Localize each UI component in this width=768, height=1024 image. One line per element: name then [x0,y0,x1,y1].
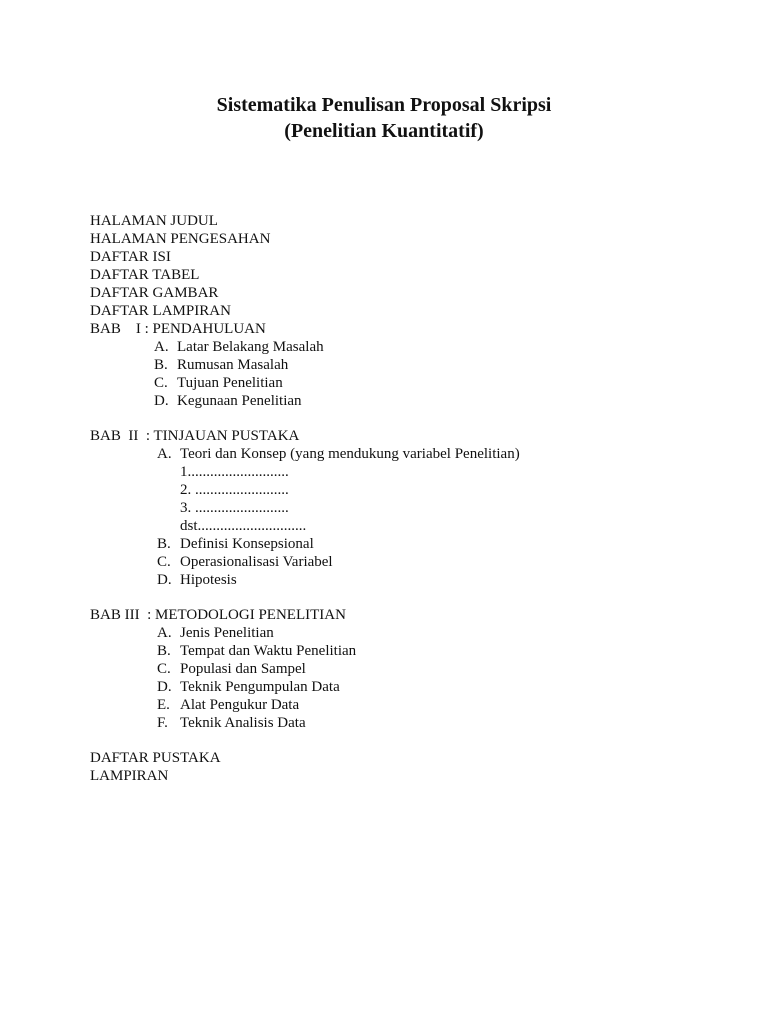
bab-2-item [90,535,730,553]
bab-2-heading: BAB II : TINJAUAN PUSTAKA [90,428,300,444]
item-letter: C. [157,554,171,570]
item-text: Populasi dan Sampel [180,661,306,677]
item-text: Teori dan Konsep (yang mendukung variabel Penelitian) [180,446,520,462]
item-text: Hipotesis [180,572,237,588]
bab-3-item [90,642,730,660]
item-text: Teknik Analisis Data [180,715,306,731]
numbered-placeholder: 3. ......................... [180,500,289,516]
numbered-placeholder: 2. ......................... [180,482,289,498]
back-matter-item: LAMPIRAN [90,768,169,784]
item-text: Teknik Pengumpulan Data [180,679,340,695]
bab-3-item [90,696,730,714]
front-matter-item: HALAMAN JUDUL [90,213,218,229]
title-line-1: Sistematika Penulisan Proposal Skripsi [216,94,552,116]
bab-3-item [90,678,730,696]
section-gap [90,732,730,749]
front-matter-item: DAFTAR TABEL [90,267,200,283]
title-line-2: (Penelitian Kuantitatif) [284,120,484,142]
item-text: Definisi Konsepsional [180,536,314,552]
item-letter: C. [157,661,171,677]
back-matter-item: DAFTAR PUSTAKA [90,750,221,766]
numbered-placeholder: dst............................. [180,518,307,534]
item-letter: A. [154,339,169,355]
bab-2-item [90,571,730,589]
item-letter: E. [157,697,170,713]
front-matter-item: HALAMAN PENGESAHAN [90,231,271,247]
bab-3-item [90,714,730,732]
bab-3-item [90,624,730,642]
item-letter: D. [154,393,169,409]
bab-1-item [90,356,730,374]
item-letter: B. [154,357,168,373]
item-text: Kegunaan Penelitian [177,393,302,409]
item-letter: A. [157,446,172,462]
item-text: Rumusan Masalah [177,357,289,373]
bab-1-heading: BAB I : PENDAHULUAN [90,321,266,337]
item-letter: A. [157,625,172,641]
bab-1-item [90,338,730,356]
item-text: Alat Pengukur Data [180,697,300,713]
item-letter: B. [157,536,171,552]
section-gap [90,410,730,427]
item-letter: D. [157,679,172,695]
numbered-placeholder: 1........................... [180,464,289,480]
front-matter-item: DAFTAR ISI [90,249,171,265]
item-text: Operasionalisasi Variabel [180,554,333,570]
item-letter: C. [154,375,168,391]
front-matter-item: DAFTAR GAMBAR [90,285,219,301]
item-text: Tujuan Penelitian [177,375,283,391]
bab-2-item [90,553,730,571]
item-text: Tempat dan Waktu Penelitian [180,643,357,659]
outline-content [90,212,730,785]
item-text: Jenis Penelitian [180,625,274,641]
item-text: Latar Belakang Masalah [177,339,324,355]
item-letter: B. [157,643,171,659]
item-letter: F. [157,715,168,731]
bab-2-item [90,445,730,463]
item-letter: D. [157,572,172,588]
bab-1-item [90,374,730,392]
bab-3-item [90,660,730,678]
bab-1-item [90,392,730,410]
front-matter-item: DAFTAR LAMPIRAN [90,303,231,319]
bab-3-heading: BAB III : METODOLOGI PENELITIAN [90,607,346,623]
section-gap [90,589,730,606]
document-title [0,92,768,144]
